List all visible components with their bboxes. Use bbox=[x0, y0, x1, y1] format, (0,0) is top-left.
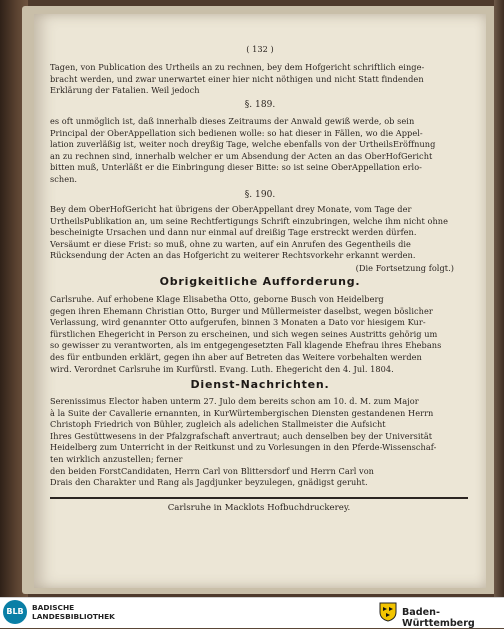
text-line: à la Suite der Cavallerie ernannten, in KurWürtembergischen Diensten gestandenen Herrn bbox=[50, 407, 434, 418]
text-line: bracht werden, und zwar unerwartet einer hier nicht nöthigen und nicht Statt findenden bbox=[50, 73, 424, 84]
text-line: Ihres Gestüttwesens in der Pfalzgrafschaft anvertraut; auch denselben bey der Universität bbox=[50, 430, 433, 441]
text-line: schen. bbox=[50, 173, 78, 184]
text-line: Bey dem OberHofGericht hat übrigens der OberAppellant drey Monate, vom Tage der bbox=[50, 204, 412, 214]
text-line: gegen ihren Ehemann Christian Otto, Burger und Müllermeister daselbst, wegen böslicher bbox=[50, 305, 433, 316]
text-line: bitten muß, Unterläßt er die Einbringung dieser Bitte: so ist seine OberAppellation erlo- bbox=[50, 162, 423, 173]
text-line: wird. Verordnet Carlsruhe im Kurfürstl. Evang. Luth. Ehegericht den 4. Jul. 1804. bbox=[50, 363, 394, 374]
section-heading-190: §. 190. bbox=[244, 190, 276, 200]
divider-rule bbox=[50, 497, 468, 499]
printer-imprint: Carlsruhe in Macklots Hofbuchdruckerey. bbox=[167, 503, 351, 513]
text-line: den beiden ForstCandidaten, Herrn Carl von Blittersdorf und Herrn Carl von bbox=[50, 465, 375, 476]
paragraph-summons bbox=[50, 294, 470, 375]
text-line: lation zuverläßig ist, weiter noch dreyßig Tage, welche ebenfalls von der UrtheilsEröffnung bbox=[50, 139, 436, 150]
library-name-line-2: LANDESBIBLIOTHEK bbox=[32, 612, 115, 621]
paragraph-2 bbox=[50, 116, 470, 186]
next-page-edge bbox=[494, 0, 504, 597]
text-line: fürstlichen Ehegericht in Person zu erscheinen, und sich wegen seines Austritts gehörig um bbox=[50, 328, 438, 339]
text-line: Erklärung der Fatalien. Weil jedoch bbox=[50, 85, 200, 96]
text-line: Principal der OberAppellation sich bedienen wolle: so hat dieser in Fällen, wo die Appel- bbox=[50, 127, 423, 138]
state-name[interactable]: Baden-Württemberg bbox=[402, 607, 475, 629]
text-line: Heidelberg zum Unterricht in der Reitkunst und zu Vorlesungen in den Pferde-Wissenschaf- bbox=[50, 442, 437, 453]
viewer-footer bbox=[0, 597, 504, 628]
library-name[interactable] bbox=[32, 603, 115, 621]
text-line: es oft unmöglich ist, daß innerhalb dieses Zeitraums der Anwald gewiß werde, ob sein bbox=[50, 116, 415, 126]
text-line: bescheinigte Ursachen und dann nur einmal auf dreißig Tage erstreckt werden dürfen. bbox=[50, 227, 417, 238]
text-line: Rücksendung der Acten an das Hofgericht zu weiterer Rechtsvorkehr erkannt werden. bbox=[50, 250, 416, 261]
text-line: so gewisser zu verantworten, als im entgegengesetzten Fall klagende Ehefrau ihres Ehebans bbox=[50, 340, 442, 351]
paragraph-service-news bbox=[50, 396, 470, 489]
text-line: an zu rechnen sind, innerhalb welcher er um Absendung der Acten an das OberHofGericht bbox=[50, 150, 433, 161]
page-number: ( 132 ) bbox=[246, 44, 274, 54]
text-line: Christoph Friedrich von Bühler, zugleich als adelichen Stallmeister die Aufsicht bbox=[50, 419, 386, 430]
baden-wuerttemberg-crest-icon[interactable] bbox=[379, 602, 397, 622]
continuation-note: (Die Fortsetzung folgt.) bbox=[355, 263, 454, 273]
text-line: Carlsruhe. Auf erhobene Klage Elisabetha Otto, geborne Busch von Heidelberg bbox=[50, 294, 384, 304]
text-line: ten wirklich anzustellen; ferner bbox=[50, 453, 183, 464]
text-line: UrtheilsPublikation an, um seine Rechtfertigungs Schrift einzubringen, welche ihm nicht ohne bbox=[50, 215, 449, 226]
blb-logo-icon[interactable]: BLB bbox=[3, 600, 27, 624]
paragraph-1 bbox=[50, 62, 470, 97]
library-name-line-1: BADISCHE bbox=[32, 603, 75, 612]
text-line: Serenissimus Elector haben unterm 27. Julo dem bereits schon am 10. d. M. zum Major bbox=[50, 396, 419, 406]
text-line: Drais den Charakter und Rang als Jagdjunker beyzulegen, gnädigst geruht. bbox=[50, 477, 368, 488]
text-line: Verlassung, wird genannter Otto aufgerufen, binnen 3 Monaten a Dato vor hiesigem Kur- bbox=[50, 317, 426, 328]
service-news-heading: Dienst-Nachrichten. bbox=[190, 378, 330, 391]
paragraph-3 bbox=[50, 204, 470, 262]
text-line: Tagen, von Publication des Urtheils an zu rechnen, bey dem Hofgericht schriftlich einge- bbox=[50, 62, 425, 72]
summons-heading: Obrigkeitliche Aufforderung. bbox=[159, 275, 361, 288]
section-heading-189: §. 189. bbox=[244, 100, 276, 110]
text-line: Versäumt er diese Frist: so muß, ohne zu warten, auf ein Anrufen des Gegentheils die bbox=[50, 238, 411, 249]
text-line: des für entbunden erklärt, gegen ihn aber auf Betreten das Weitere vorbehalten werden bbox=[50, 351, 422, 362]
